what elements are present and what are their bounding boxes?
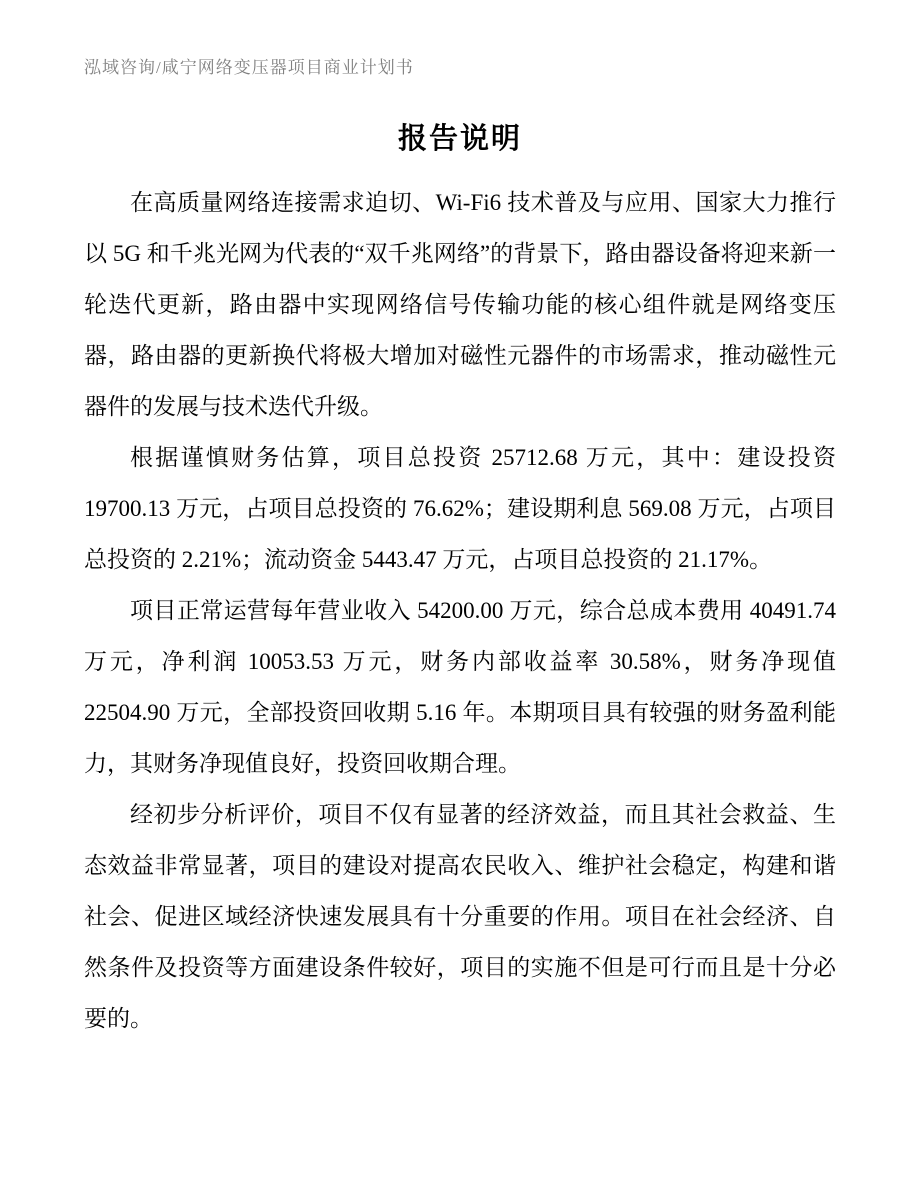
page-header-text: 泓域咨询/咸宁网络变压器项目商业计划书 [84,58,414,77]
paragraph-investment: 根据谨慎财务估算，项目总投资 25712.68 万元，其中：建设投资 19700.13 万元，占项目总投资的 76.62%；建设期利息 569.08 万元，占项目总投资的 2.21%；流动资金 5443.47 万元，占项目总投资的 21.17%。 [84,445,836,573]
paragraph-financials: 项目正常运营每年营业收入 54200.00 万元，综合总成本费用 40491.74 万元，净利润 10053.53 万元，财务内部收益率 30.58%，财务净现值 22504.90 万元，全部投资回收期 5.16 年。本期项目具有较强的财务盈利能力，其财务净现值良好，投资回收期合理。 [84,598,836,777]
page-title: 报告说明 [397,123,522,155]
paragraph-overview: 在高质量网络连接需求迫切、Wi-Fi6 技术普及与应用、国家大力推行以 5G 和千兆光网为代表的“双千兆网络”的背景下，路由器设备将迎来新一轮迭代更新，路由器中实现网络信号传输功能的核心组件就是网络变压器，路由器的更新换代将极大增加对磁性元器件的市场需求，推动磁性元器件的发展与技术迭代升级。 [84,190,836,420]
paragraph-evaluation: 经初步分析评价，项目不仅有显著的经济效益，而且其社会救益、生态效益非常显著，项目的建设对提高农民收入、维护社会稳定，构建和谐社会、促进区域经济快速发展具有十分重要的作用。项目在社会经济、自然条件及投资等方面建设条件较好，项目的实施不但是可行而且是十分必要的。 [84,802,836,1032]
document-body [84,177,836,1044]
